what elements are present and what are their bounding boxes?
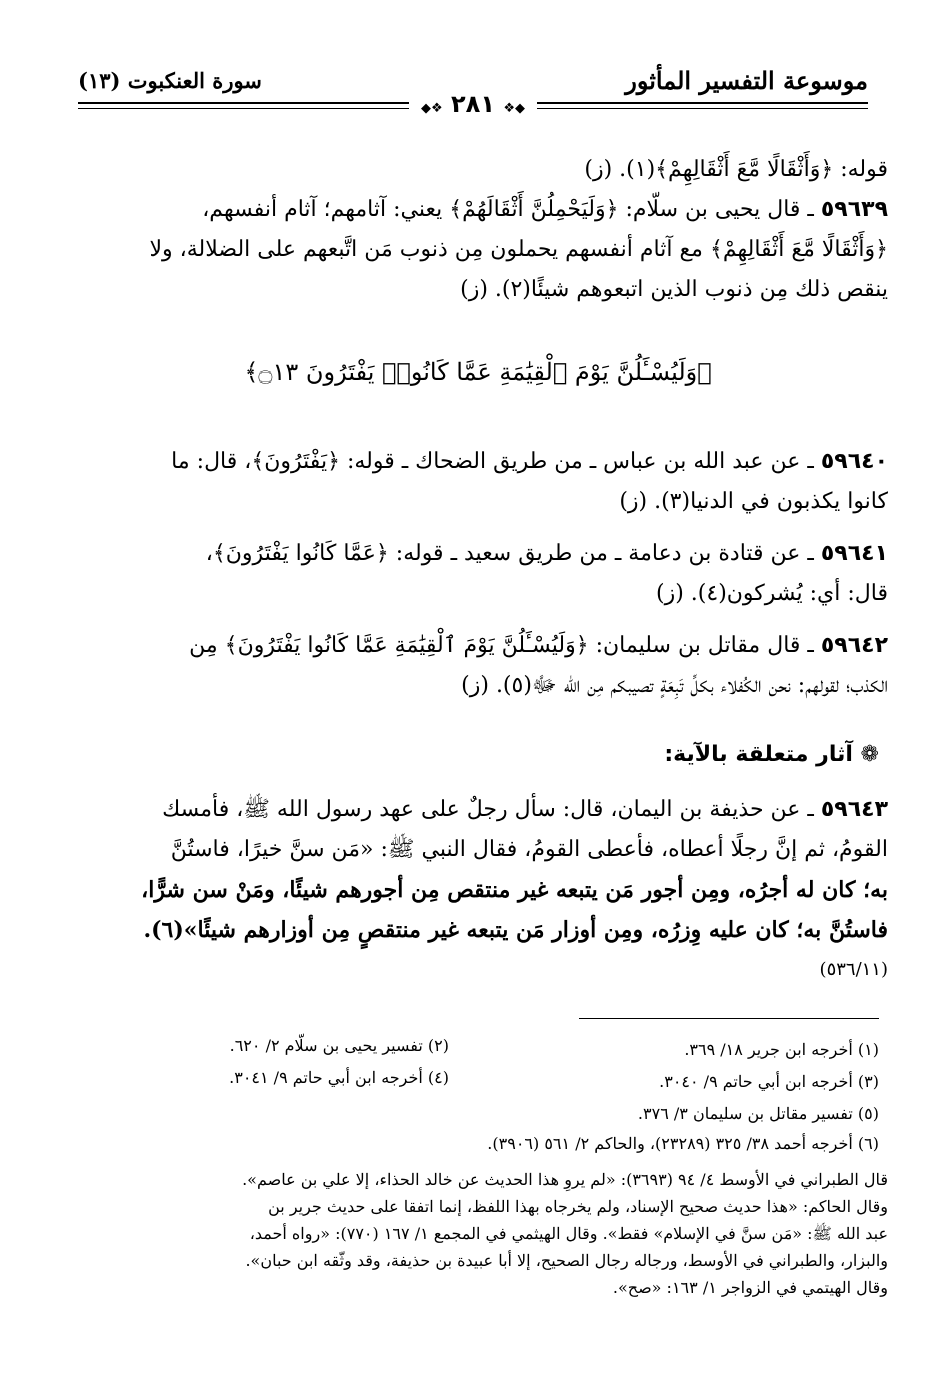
hadith-block	[68, 790, 888, 990]
entry-number: ٥٩٦٤٢	[820, 633, 888, 658]
footnote-2: (٢) تفسير يحيى بن سلّام ٢/ ٦٢٠.	[229, 1036, 449, 1055]
page-number-value: ٢٨١	[451, 90, 495, 118]
entry-line	[68, 626, 888, 666]
footnote-line: وقال الحاكم: «هذا حديث صحيح الإسناد، ولم يخرجاه بهذا اللفظ، إنما اتفقا على حديث جرير بن	[268, 1197, 888, 1216]
entry-line: الكذب؛ لقولهم: نحن الكُفلاء بكلِّ تَبِعَةٍ تصيبكم مِن الله ﷻ(٥). (ز)	[461, 673, 888, 698]
commentary-block-1	[68, 150, 888, 310]
entry-line	[68, 190, 888, 230]
page-number	[409, 90, 537, 118]
footnote-line: والبزار، والطبراني في الأوسط، ورجاله رجال الصحيح، إلا أبا عبيدة بن حذيفة، وقد وثّقه ابن حبان».	[245, 1251, 888, 1270]
entry-line	[68, 442, 888, 482]
hadith-line: القومُ، ثم إنَّ رجلًا أعطاه، فأعطى القومُ، فقال النبي ﷺ: «مَن سنَّ خيرًا، فاستُنَّ	[170, 837, 888, 862]
entry-line: ينقص ذلك مِن ذنوب الذين اتبعوهم شيئًا(٢). (ز)	[460, 277, 888, 302]
footnote-6-detail	[68, 1166, 888, 1301]
hadith-reference: (٥٣٦/١١)	[819, 959, 888, 980]
entry-number: ٥٩٦٤٣	[820, 797, 888, 822]
commentary-block-2	[68, 442, 888, 706]
entry-line: قال: أي: يُشركون(٤). (ز)	[656, 581, 888, 606]
footnote-5: (٥) تفسير مقاتل بن سليمان ٣/ ٣٧٦.	[637, 1104, 879, 1123]
hadith-line	[68, 790, 888, 830]
footnote-3: (٣) أخرجه ابن أبي حاتم ٩/ ٣٠٤٠.	[659, 1072, 879, 1091]
hadith-line: فاستُنَّ به؛ كان عليه وِزرُه، ومِن أوزار مَن يتبعه غير منتقصٍ مِن أوزارهم شيئًا»(٦).	[143, 917, 888, 943]
entry-text: ـ قال مقاتل بن سليمان: ﴿وَلَيُسْـَٔلُنَّ يَوْمَ ٱلْقِيَٰمَةِ عَمَّا كَانُوا يَفْتَرُونَ﴾ مِن	[189, 633, 814, 658]
section-title: ❁ آثار متعلقة بالآية:	[664, 742, 879, 767]
entry-line: كانوا يكذبون في الدنيا(٣). (ز)	[619, 489, 888, 514]
entry-text: ـ عن عبد الله بن عباس ـ من طريق الضحاك ـ قوله: ﴿يَفْتَرُونَ﴾، قال: ما	[171, 449, 814, 474]
footnote-4: (٤) أخرجه ابن أبي حاتم ٩/ ٣٠٤١.	[229, 1068, 449, 1087]
ornament-icon: ◆❖	[503, 101, 525, 116]
entry-number: ٥٩٦٣٩	[820, 197, 888, 222]
ornament-icon: ❖◆	[421, 101, 443, 116]
entry-number: ٥٩٦٤١	[820, 541, 888, 566]
hadith-line: به؛ كان له أجرُه، ومِن أجور مَن يتبعه غير منتقص مِن أجورهم شيئًا، ومَنْ سن شرًّا،	[141, 877, 888, 903]
entry-text: ـ عن قتادة بن دعامة ـ من طريق سعيد ـ قوله: ﴿عَمَّا كَانُوا يَفْتَرُونَ﴾،	[205, 541, 814, 566]
footnote-line: قال الطبراني في الأوسط ٤/ ٩٤ (٣٦٩٣): «لم يروِ هذا الحديث عن خالد الحذاء، إلا علي بن عاصم».	[242, 1170, 888, 1189]
quote-line: قوله: ﴿وَأَثْقَالًا مَّعَ أَثْقَالِهِمْ﴾(١). (ز)	[584, 157, 888, 182]
book-title: موسوعة التفسير المأثور	[625, 66, 868, 95]
footnote-line: عبد الله ﷺ: «مَن سنَّ في الإسلام» فقط». وقال الهيثمي في المجمع ١/ ١٦٧ (٧٧٠): «رواه أحمد،	[249, 1224, 888, 1243]
verse-heading: ﴿وَلَيُسْـَٔلُنَّ يَوْمَ ٱلْقِيَٰمَةِ عَمَّا كَانُوا۟ يَفْتَرُونَ ۝١٣﴾	[244, 358, 712, 386]
entry-number: ٥٩٦٤٠	[820, 449, 888, 474]
surah-title: سورة العنكبوت (١٣)	[78, 68, 262, 93]
entry-line: ﴿وَأَثْقَالًا مَّعَ أَثْقَالِهِمْ﴾ مع آثام أنفسهم يحملون مِن ذنوب مَن اتَّبعهم على الضلالة، ولا	[149, 237, 888, 262]
footnote-rule	[579, 1018, 879, 1019]
entry-line	[68, 534, 888, 574]
hadith-text: ـ عن حذيفة بن اليمان، قال: سأل رجلٌ على عهد رسول الله ﷺ، فأمسك	[162, 797, 814, 822]
footnote-6: (٦) أخرجه أحمد ٣٨/ ٣٢٥ (٢٣٢٨٩)، والحاكم ٢/ ٥٦١ (٣٩٠٦).	[487, 1134, 879, 1153]
footnote-line: وقال الهيتمي في الزواجر ١/ ١٦٣: «صح».	[612, 1278, 888, 1297]
footnote-1: (١) أخرجه ابن جرير ١٨/ ٣٦٩.	[684, 1040, 879, 1059]
page-header	[78, 62, 868, 118]
entry-text: ـ قال يحيى بن سلّام: ﴿وَلَيَحْمِلُنَّ أَثْقَالَهُمْ﴾ يعني: آثامهم؛ آثام أنفسهم،	[202, 197, 814, 222]
